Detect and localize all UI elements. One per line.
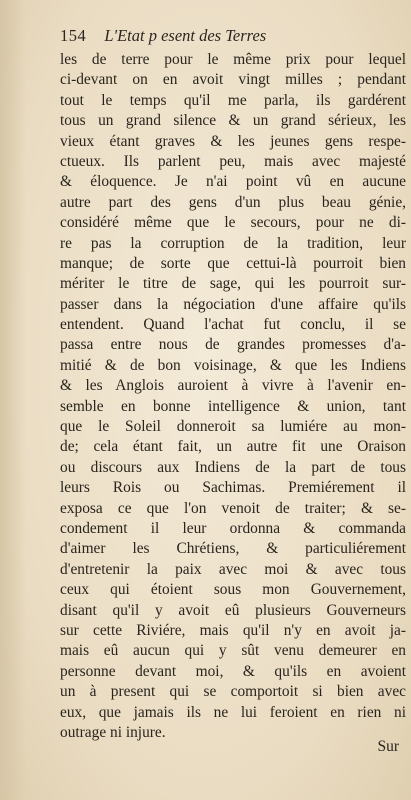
text-line: d'aimer les Chrétiens, & particuliérement [60,540,406,558]
text-line: leurs Rois ou Sachimas. Premiérement il [60,479,406,497]
text-line: eux, que jamais ils ne lui feroient en rien ni [60,703,406,721]
text-line: mais eû aucun qui y sût venu demeurer en [60,642,406,660]
text-line: considéré même que le secours, pour ne di- [60,214,406,232]
running-header [60,26,266,46]
text-line: exposa ce que l'on venoit de traiter; & se- [60,499,406,517]
text-line: & les Anglois auroient à vivre à l'avenir en- [60,377,406,395]
text-line: mitié & de bon voisinage, & que les Indiens [60,356,406,374]
running-title: L'Etat p esent des Terres [104,26,267,45]
text-line: ceux qui étoient sous mon Gouvernement, [60,581,406,599]
text-line: entendent. Quand l'achat fut conclu, il se [60,316,406,334]
text-line: disant qu'il y avoit eû plusieurs Gouverneurs [60,601,406,619]
page-number: 154 [60,26,87,45]
text-line: autre part des gens d'un plus beau génie, [60,193,406,211]
text-line: personne devant moi, & qu'ils en avoient [60,662,406,680]
text-line: un à present qui se comportoit si bien avec [60,683,406,701]
page-gutter-shadow [0,0,26,800]
text-line: que le Soleil donneroit sa lumiére au mon- [60,418,406,436]
text-line: passer dans la négociation d'une affaire qu'ils [60,295,406,313]
text-line: sur cette Riviére, mais qu'il n'y en avoit ja- [60,621,406,639]
text-line: outrage ni injure. [60,723,166,741]
text-line: tout le temps qu'il me parla, ils gardérent [60,91,406,109]
text-line: vieux étant graves & les jeunes gens respe- [60,132,406,150]
text-line: mériter le titre de sage, qui les pourroit sur- [60,275,406,293]
text-line: d'entretenir la paix avec moi & avec tous [60,560,406,578]
text-line: re pas la corruption de la tradition, leur [60,234,406,252]
text-line: manque; de sorte que cettui-là pourroit bien [60,254,406,272]
text-line: de; cela étant fait, un autre fit une Oraison [60,438,406,456]
text-line: & éloquence. Je n'ai point vû en aucune [60,173,406,191]
text-line: passa entre nous de grandes promesses d'a- [60,336,406,354]
text-line: ci-devant on en avoit vingt milles ; pendant [60,71,406,89]
text-line: ou discours aux Indiens de la part de tous [60,458,406,476]
text-line: semble en bonne intelligence & union, tant [60,397,406,415]
text-line: les de terre pour le même prix pour lequel [60,51,406,68]
catchword: Sur [377,738,399,755]
body-text [60,50,406,743]
text-line: ctueux. Ils parlent peu, mais avec majesté [60,152,406,170]
text-line: tous un grand silence & un grand sérieux, les [60,112,406,130]
text-line: condement il leur ordonna & commanda [60,519,406,537]
